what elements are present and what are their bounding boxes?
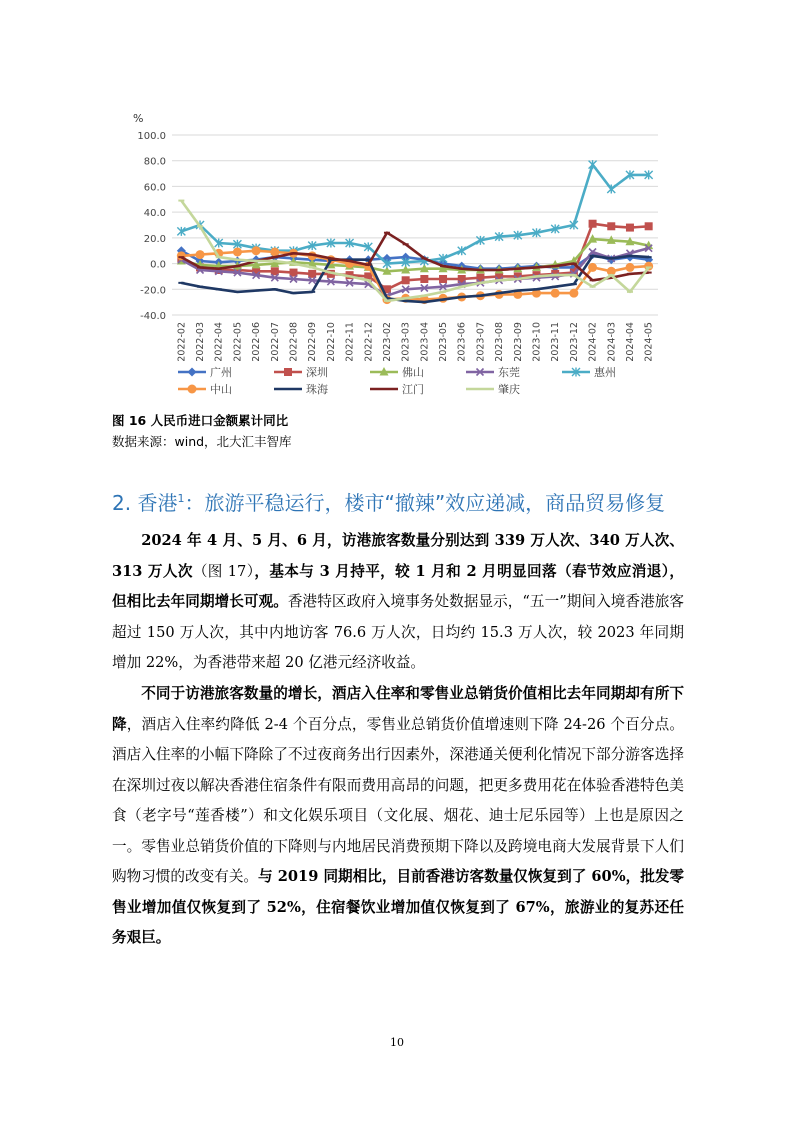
- data-point: [589, 160, 597, 169]
- legend-label: 中山: [210, 383, 232, 396]
- legend-label: 珠海: [306, 383, 328, 396]
- x-tick-label: 2023-04: [419, 322, 431, 362]
- y-tick-label: 100.0: [137, 131, 166, 142]
- data-point: [607, 185, 615, 194]
- x-tick-label: 2023-03: [400, 322, 412, 362]
- data-point: [645, 222, 653, 230]
- y-tick-label: 40.0: [143, 208, 166, 220]
- legend-label: 广州: [210, 366, 232, 379]
- data-point: [420, 275, 428, 283]
- import-growth-chart: [128, 110, 668, 410]
- x-tick-label: 2022-11: [344, 322, 356, 362]
- chart-series: [177, 160, 653, 304]
- data-point: [196, 250, 205, 259]
- y-axis-ticks: [137, 131, 166, 322]
- x-tick-label: 2024-05: [643, 322, 655, 362]
- x-axis-ticks: [176, 322, 654, 362]
- p1-normal-a: （图 17）: [192, 562, 255, 580]
- data-point: [588, 263, 597, 272]
- x-tick-label: 2023-09: [512, 322, 524, 362]
- p1-bold-a: 2024 年 4 月、5 月、6 月，访港旅客数量分别达到 339 万人次、340 万人次、313 万人次: [112, 532, 684, 580]
- legend-label: 肇庆: [498, 383, 520, 396]
- y-tick-label: 80.0: [143, 156, 166, 168]
- x-tick-label: 2023-05: [438, 322, 450, 362]
- data-point: [252, 246, 261, 255]
- y-tick-label: 60.0: [143, 182, 166, 194]
- footnote-marker[interactable]: 1: [177, 492, 185, 505]
- section-heading-prefix: 2. 香港: [112, 491, 178, 515]
- legend-label: 深圳: [306, 366, 328, 379]
- data-point: [188, 368, 197, 377]
- x-tick-label: 2023-11: [550, 322, 562, 362]
- figure-caption-source: 数据来源：wind，北大汇丰智库: [112, 434, 292, 449]
- x-tick-label: 2024-02: [587, 322, 599, 362]
- p1-normal-b: 香港特区政府入境事务处数据显示，“五一”期间入境香港旅客超过 150 万人次，其中内地访客 76.6 万人次，日均约 15.3 万人次，较 2023 年同期增加 22%，为香港带来超 20 亿港元经济收益。: [112, 593, 684, 671]
- chart-legend: [178, 365, 616, 396]
- data-point: [233, 248, 242, 257]
- data-point: [589, 220, 597, 228]
- y-tick-label: -40.0: [140, 311, 166, 322]
- paragraph-visitors: [112, 526, 684, 679]
- data-point: [626, 224, 634, 232]
- section-heading-suffix: ：旅游平稳运行，楼市“撤辣”效应递减，商品贸易修复: [184, 491, 666, 515]
- x-tick-label: 2023-10: [531, 322, 543, 362]
- x-tick-label: 2022-10: [325, 322, 337, 362]
- section-heading: [112, 487, 712, 516]
- legend-label: 江门: [402, 383, 424, 396]
- x-tick-label: 2023-08: [494, 322, 506, 362]
- x-tick-label: 2023-06: [456, 322, 468, 362]
- data-point: [284, 368, 292, 376]
- x-tick-label: 2023-12: [568, 322, 580, 362]
- p2-normal-a: ，酒店入住率约降低 2-4 个百分点，零售业总销货价值增速则下降 24-26 个百分点。酒店入住率的小幅下降除了不过夜商务出行因素外，深港通关便利化情况下部分游客选择在深圳过夜以解决香港住宿条件有限而费用高昂的问题，把更多费用花在体验香港特色美食（老字号“莲香楼”）和文化娱乐项目（文化展、烟花、迪士尼乐园等）上也是原因之一。零售业总销货价值的下降则与内地居民消费预期下降以及跨境电商大发展背景下人们购物习惯的改变有关。: [112, 715, 684, 885]
- y-axis-unit-label: %: [133, 112, 144, 125]
- x-tick-label: 2022-04: [213, 322, 225, 362]
- data-point: [625, 263, 634, 272]
- x-tick-label: 2023-02: [381, 322, 393, 362]
- legend-label: 佛山: [402, 366, 424, 379]
- x-tick-label: 2022-07: [269, 322, 281, 362]
- data-point: [607, 222, 615, 230]
- y-tick-label: 20.0: [143, 233, 166, 245]
- page-number: 10: [390, 1036, 404, 1049]
- y-tick-label: 0.0: [150, 259, 166, 271]
- figure-caption-title: 图 16 人民币进口金额累计同比: [112, 413, 289, 428]
- data-point: [188, 385, 197, 394]
- data-point: [551, 289, 560, 298]
- legend-label: 惠州: [594, 366, 616, 379]
- p2-bold-a: 不同于访港旅客数量的增长，酒店入住率和零售业总销货价值相比去年同期却有所下降: [112, 685, 684, 733]
- series-line: [181, 165, 648, 264]
- x-tick-label: 2022-08: [288, 322, 300, 362]
- data-point: [402, 276, 410, 284]
- x-tick-label: 2022-06: [251, 322, 263, 362]
- data-point: [439, 275, 447, 283]
- data-point: [569, 289, 578, 298]
- x-tick-label: 2022-03: [195, 322, 207, 362]
- x-tick-label: 2022-12: [363, 322, 375, 362]
- y-tick-label: -20.0: [140, 285, 166, 297]
- x-tick-label: 2022-02: [176, 322, 188, 362]
- x-tick-label: 2024-04: [624, 322, 636, 362]
- p1-bold-b: ，基本与 3 月持平，较 1 月和 2 月明显回落（春节效应消退），但相比去年同期增长可观。: [112, 562, 684, 610]
- x-tick-label: 2022-09: [307, 322, 319, 362]
- p2-bold-b: 与 2019 同期相比，目前香港访客数量仅恢复到了 60%，批发零售业增加值仅恢复到了 52%，住宿餐饮业增加值仅恢复到了 67%，旅游业的复苏还任务艰巨。: [112, 868, 684, 946]
- x-tick-label: 2024-03: [606, 322, 618, 362]
- x-tick-label: 2023-07: [475, 322, 487, 362]
- paragraph-hotel-retail: [112, 679, 684, 954]
- x-tick-label: 2022-05: [232, 322, 244, 362]
- legend-label: 东莞: [498, 366, 520, 379]
